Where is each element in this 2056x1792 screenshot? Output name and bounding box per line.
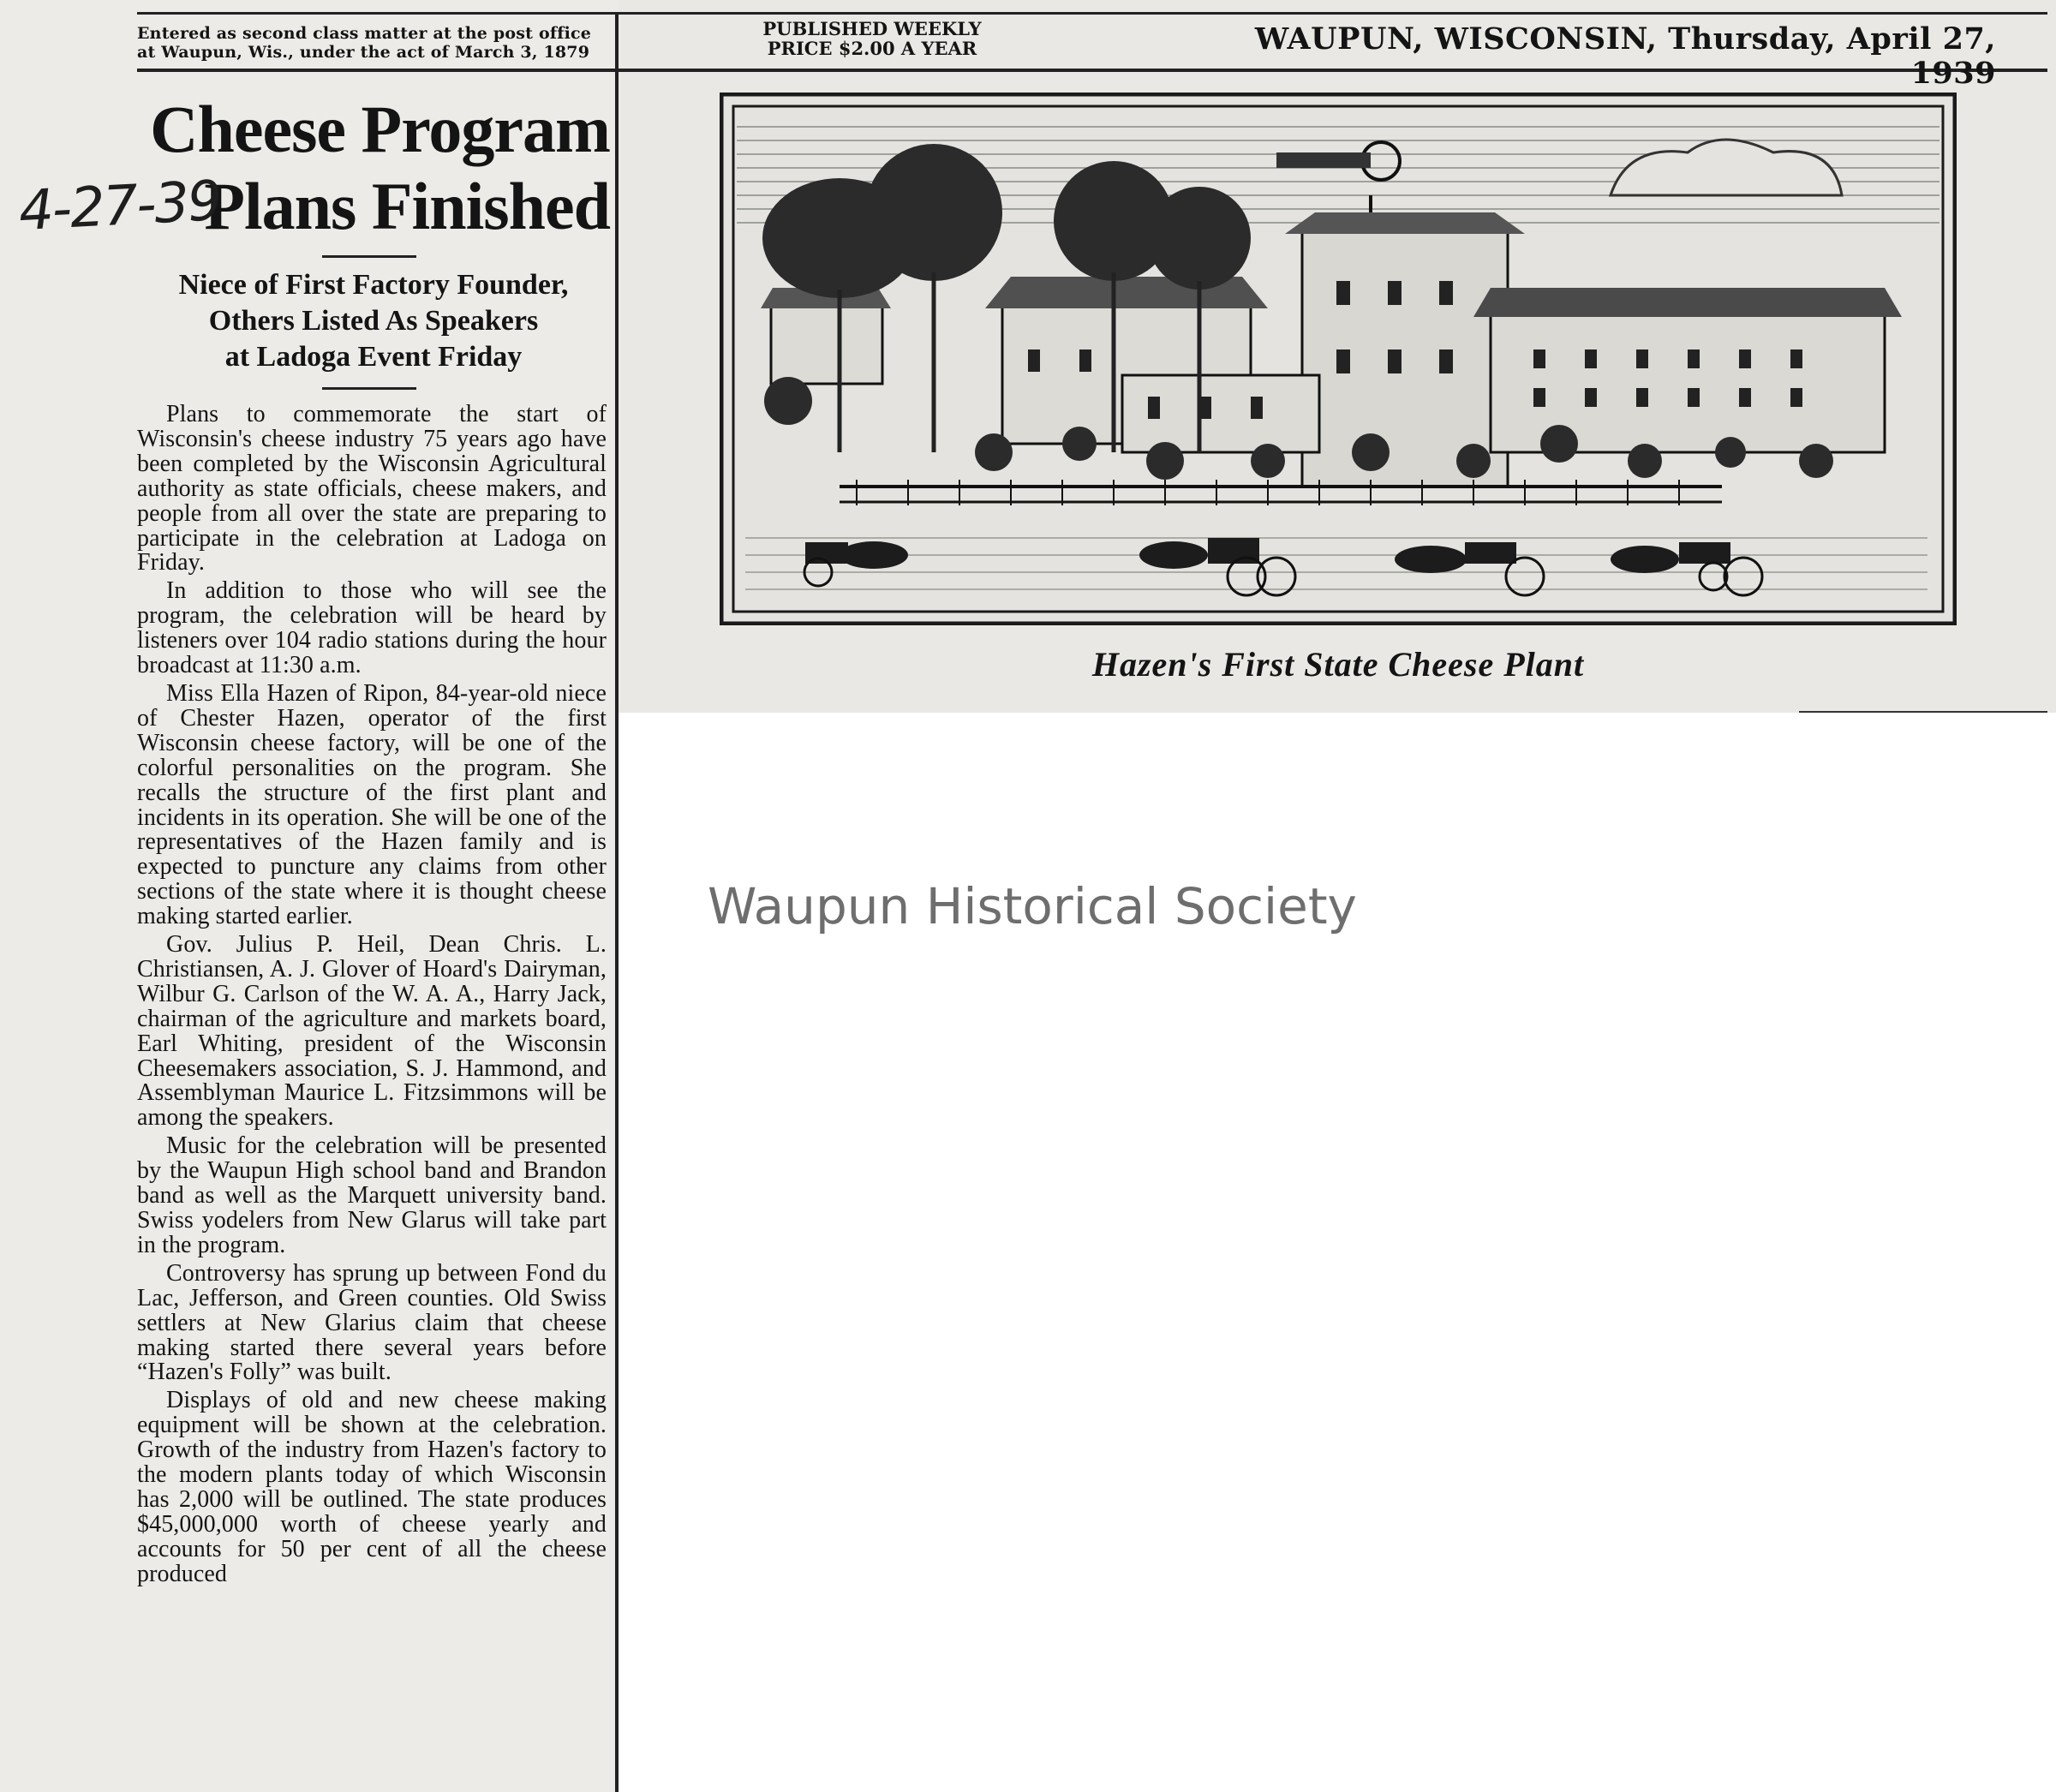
illustration-caption: Hazen's First State Cheese Plant — [1091, 645, 1585, 684]
article-paragraph: Displays of old and new cheese making equipment will be shown at the celebration. Growth of the industry from Hazen's factory to the modern plants today of which Wisconsin has 2,000 will be outlined. The state produces $45,000,000 worth of cheese yearly and accounts for 50 per cent of all the cheese produced — [137, 1387, 607, 1587]
deck-divider-rule — [322, 387, 416, 390]
deck-line-3: at Ladoga Event Friday — [224, 341, 523, 373]
headline-line-1: Cheese Program — [150, 92, 610, 166]
postal-entry-line-1: Entered as second class matter at the post office — [137, 24, 592, 43]
cheese-plant-engraving — [720, 93, 1957, 625]
article-paragraph: Plans to commemorate the start of Wisconsin's cheese industry 75 years ago have been completed by the Wisconsin Agricultural authority as state officials, cheese makers, and people from all over the state are preparing to participate in the celebration at Ladoga on Friday. — [137, 403, 607, 576]
article-deck — [137, 267, 610, 375]
clipping-bottom-edge — [1799, 711, 2047, 713]
article-paragraph: In addition to those who will see the program, the celebration will be heard by listeners over 104 radio stations during the hour broadcast at 11:30 a.m. — [137, 577, 607, 679]
article-paragraph: Miss Ella Hazen of Ripon, 84-year-old niece of Chester Hazen, operator of the first Wisconsin cheese factory, will be one of the colorful personalities on the program. She recalls the structure of the first plant and incidents in its operation. She will be one of the representatives of the Hazen family and is expected to puncture any claims from other sections of the state where it is thought cheese making started earlier. — [137, 679, 607, 930]
postal-entry-notice — [137, 24, 610, 62]
article-body — [137, 403, 607, 1792]
published-weekly-text: PUBLISHED WEEKLY — [762, 18, 982, 39]
deck-line-1: Niece of First Factory Founder, — [178, 269, 569, 301]
watermark-text: Waupun Historical Society — [708, 877, 1357, 935]
article-paragraph: Controversy has sprung up between Fond du Lac, Jefferson, and Green counties. Old Swiss settlers at New Glarius claim that cheese making started there several years before “Hazen's Folly” was built. — [137, 1259, 607, 1386]
deck-line-2: Others Listed As Speakers — [208, 305, 539, 337]
subscription-price-text: PRICE $2.00 A YEAR — [767, 38, 977, 59]
dateline: WAUPUN, WISCONSIN, Thursday, April 27, 1939 — [1254, 21, 1996, 91]
publication-notice — [744, 19, 1001, 58]
masthead-top-rule — [137, 12, 2047, 15]
postal-entry-line-2: at Waupun, Wis., under the act of March 3, 1879 — [137, 43, 590, 62]
headline-line-2: Plans Finished — [204, 169, 610, 243]
article-paragraph: Gov. Julius P. Heil, Dean Chris. L. Christiansen, A. J. Glover of Hoard's Dairyman, Wilbur G. Carlson of the W. A. A., Harry Jack, chairman of the agriculture and markets board, Earl Whiting, president of the Wisconsin Cheesemakers association, S. J. Hammond, and Assemblyman Maurice L. Fitzsimmons will be among the speakers. — [137, 931, 607, 1132]
article-paragraph: Music for the celebration will be presented by the Waupun High school band and Brandon band as well as the Marquett university band. Swiss yodelers from New Glarus will take part in the program. — [137, 1132, 607, 1258]
handwritten-date-note: 4-27-39 — [17, 169, 223, 244]
column-divider-rule — [615, 12, 619, 1792]
headline-divider-rule — [322, 255, 416, 258]
